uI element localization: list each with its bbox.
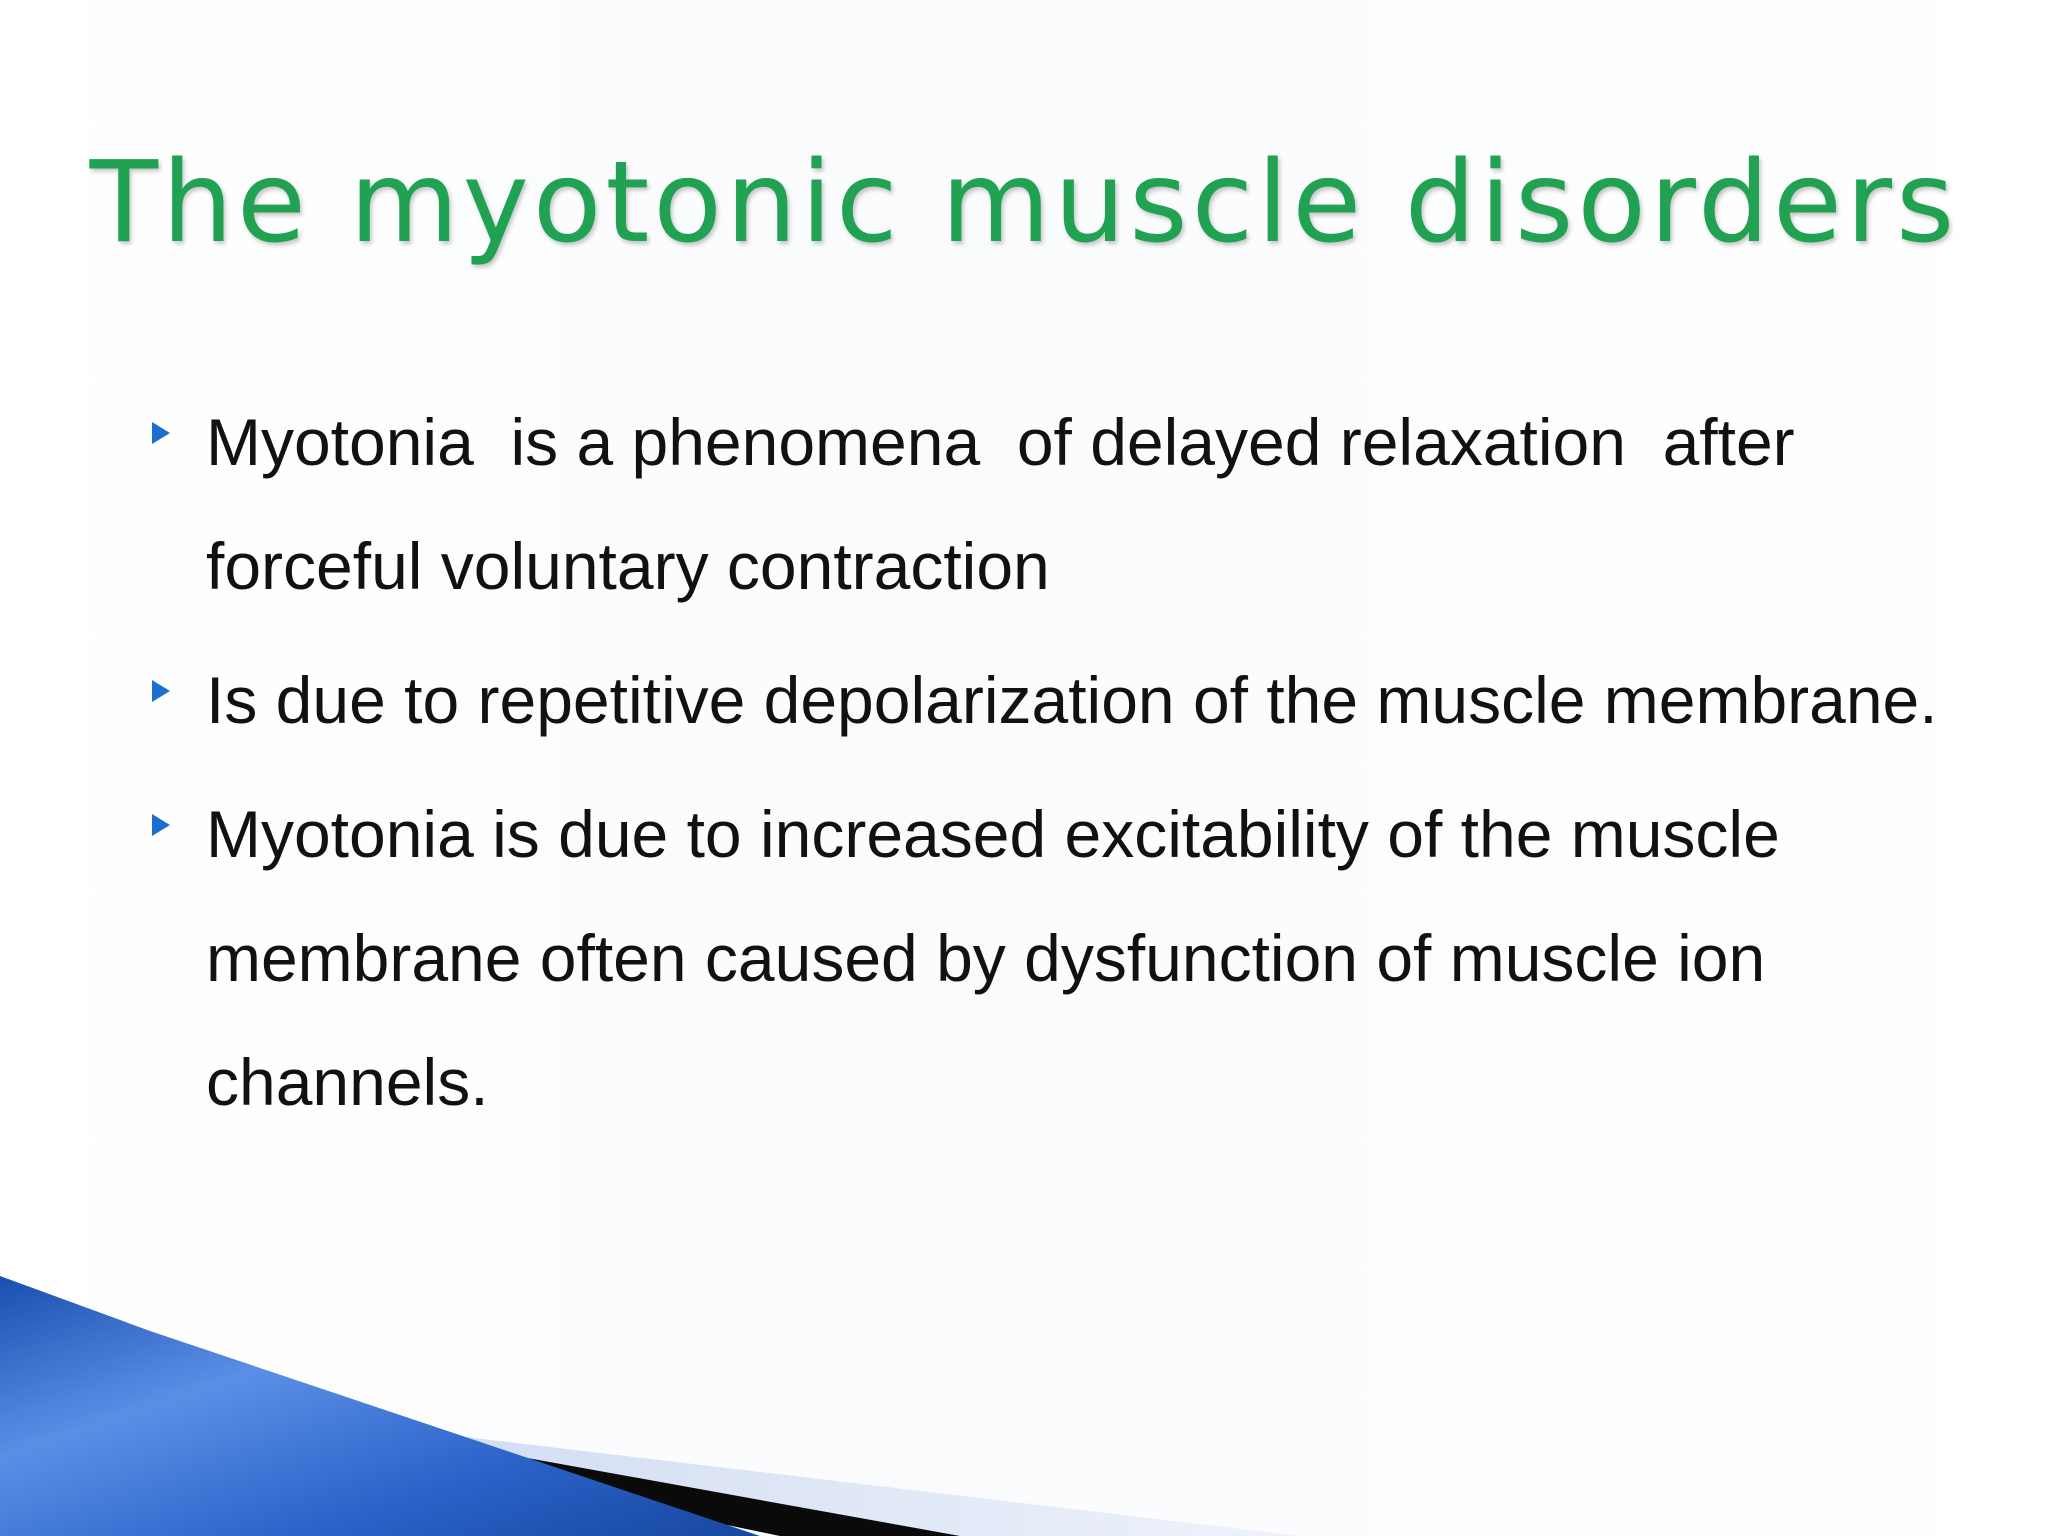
bullet-item [148,380,2028,628]
triangle-bullet-icon [152,680,170,702]
triangle-bullet-icon [152,814,170,836]
slide-title: The myotonic muscle disorders [89,138,1959,268]
bullet-text: Myotonia is a phenomena of delayed relaxation after forceful voluntary contraction [206,405,1813,603]
bullet-text: Is due to repetitive depolarization of the muscle membrane. [206,663,1938,737]
bullet-text: Myotonia is due to increased excitability of the muscle membrane often caused by dysfunction of muscle ion channels. [206,797,1799,1119]
bullet-item [148,772,2028,1144]
decorative-corner-swoosh [0,1276,1300,1536]
bullet-item [148,638,2028,762]
bullet-list [148,380,2028,1154]
triangle-bullet-icon [152,422,170,444]
